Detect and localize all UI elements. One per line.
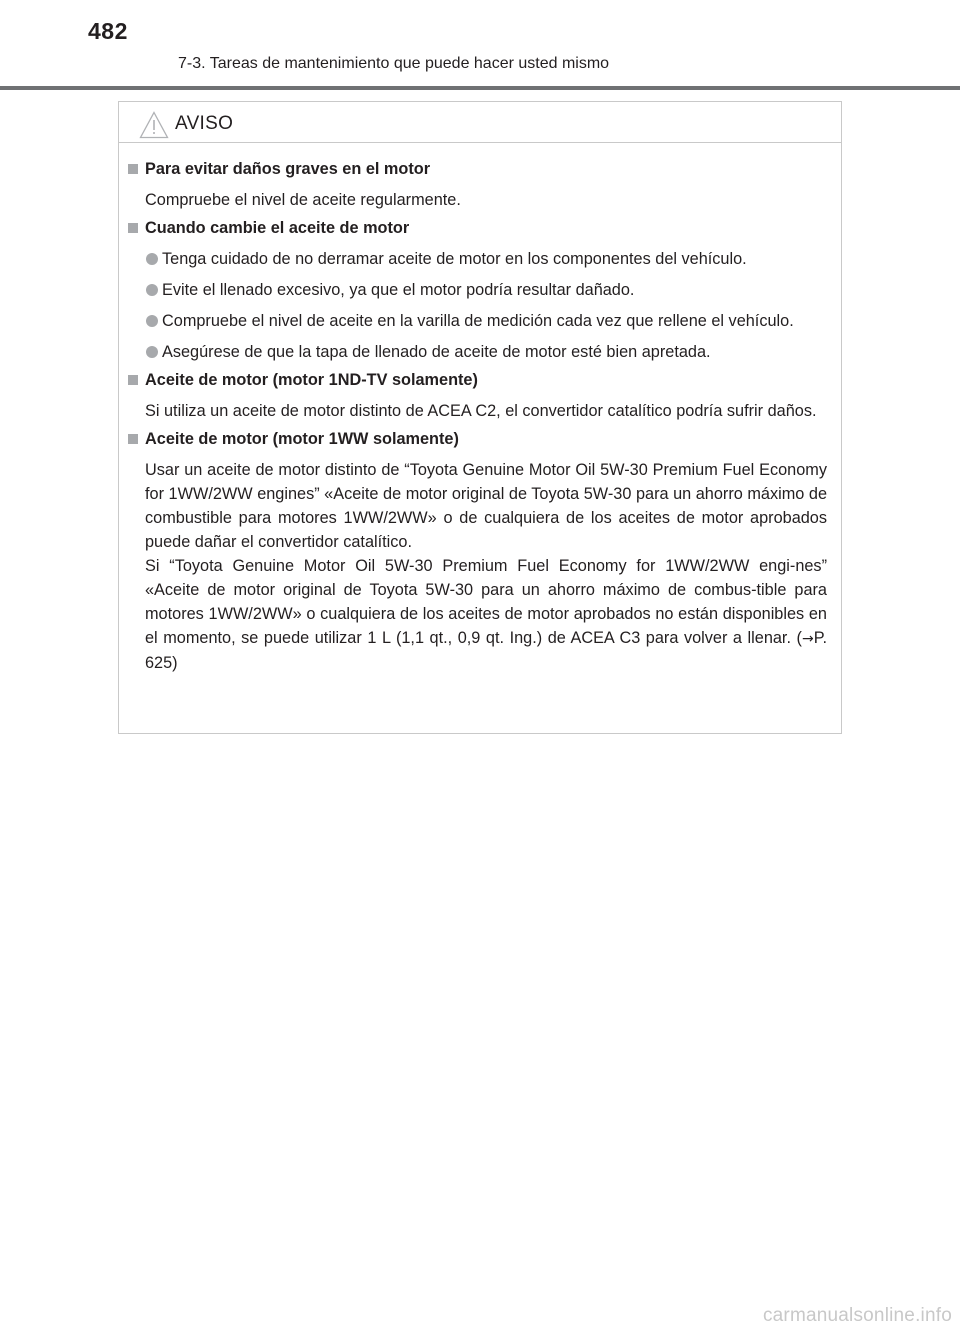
warning-box — [118, 101, 842, 734]
block-text: Usar un aceite de motor distinto de “Toyota Genuine Motor Oil 5W-30 Premium Fuel Economy for 1WW/2WW engines” «Aceite de motor original de Toyota 5W-30 para un ahorro máximo de combustible para motores 1WW/2WW» o de cualquiera de los aceites de motor aprobados puede dañar el convertidor catalítico. — [145, 461, 827, 551]
warning-header — [119, 102, 841, 143]
square-bullet-icon — [128, 375, 138, 385]
block-text-part: Si “Toyota Genuine Motor Oil 5W-30 Premium Fuel Economy for 1WW/2WW engi-nes” «Aceite de motor original de Toyota 5W-30 para un ahorro máximo de combus-tible para motores 1WW/2WW» o cualquiera de los aceites de motor aprobados no están disponibles en el momento, se puede utilizar 1 L (1,1 qt., 0,9 qt. Ing.) de ACEA C3 para volver a llenar. ( — [145, 557, 827, 647]
list-item — [119, 309, 841, 333]
watermark: carmanualsonline.info — [762, 1305, 952, 1326]
warning-block-oil-change — [119, 216, 841, 364]
round-bullet-icon — [146, 315, 158, 327]
list-item-text: Compruebe el nivel de aceite en la varilla de medición cada vez que rellene el vehículo. — [162, 312, 794, 330]
header-rule — [0, 86, 960, 90]
round-bullet-icon — [146, 253, 158, 265]
warning-label: AVISO — [175, 113, 234, 134]
warning-block-engine-damage — [119, 157, 841, 212]
page-header — [0, 0, 960, 92]
warning-body — [119, 157, 841, 679]
square-bullet-icon — [128, 434, 138, 444]
list-item-text: Evite el llenado excesivo, ya que el motor podría resultar dañado. — [162, 281, 635, 299]
block-text: Compruebe el nivel de aceite regularmente. — [145, 191, 461, 209]
page-reference-link[interactable]: P. 625) — [145, 629, 827, 672]
round-bullet-icon — [146, 346, 158, 358]
page-number: 482 — [88, 18, 128, 44]
warning-block-oil-1nd-tv — [119, 368, 841, 423]
round-bullet-icon — [146, 284, 158, 296]
list-item — [119, 278, 841, 302]
list-item-text: Tenga cuidado de no derramar aceite de motor en los componentes del vehículo. — [162, 250, 747, 268]
block-heading: Aceite de motor (motor 1ND-TV solamente) — [145, 371, 478, 389]
block-heading: Aceite de motor (motor 1WW solamente) — [145, 430, 459, 448]
block-heading: Para evitar daños graves en el motor — [145, 160, 431, 178]
square-bullet-icon — [128, 223, 138, 233]
arrow-right-icon: → — [801, 631, 814, 647]
list-item-text: Asegúrese de que la tapa de llenado de aceite de motor esté bien apretada. — [162, 343, 711, 361]
list-item — [119, 247, 841, 271]
list-item — [119, 340, 841, 364]
square-bullet-icon — [128, 164, 138, 174]
block-heading: Cuando cambie el aceite de motor — [145, 219, 410, 237]
warning-triangle-icon — [139, 111, 169, 139]
block-text-continued — [145, 554, 827, 675]
block-text: Si utiliza un aceite de motor distinto de ACEA C2, el convertidor catalítico podría sufrir daños. — [145, 402, 817, 420]
section-title: 7-3. Tareas de mantenimiento que puede hacer usted mismo — [178, 55, 610, 72]
warning-block-oil-1ww — [119, 427, 841, 675]
